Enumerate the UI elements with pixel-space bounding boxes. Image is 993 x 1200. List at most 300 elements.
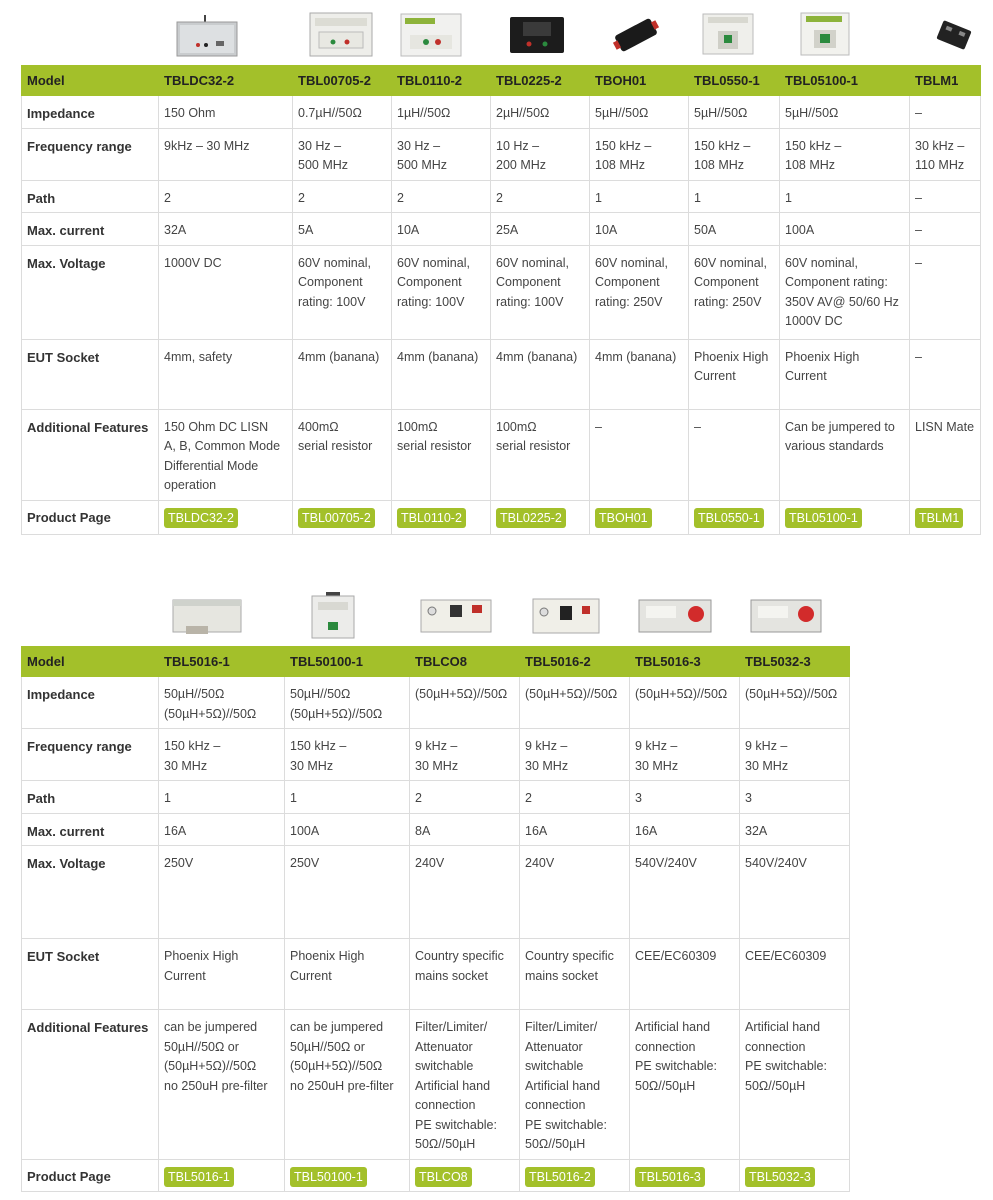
frequency-line: 200 MHz [496, 158, 547, 172]
features-line: switchable [525, 1059, 584, 1073]
frequency-cell [159, 729, 285, 781]
current-cell: 5A [293, 213, 392, 246]
row-label-frequency: Frequency range [22, 128, 159, 180]
product-page-link[interactable]: TBLDC32-2 [164, 508, 238, 528]
frequency-line: 150 kHz – [694, 138, 751, 153]
features-cell [293, 409, 392, 500]
model-header: TBLM1 [910, 66, 981, 96]
frequency-line: 30 MHz [745, 758, 789, 773]
product-page-link[interactable]: TBL00705-2 [298, 508, 375, 528]
current-cell: 8A [410, 813, 520, 846]
impedance-line: (50µH+5Ω)//50Ω [415, 687, 508, 701]
path-cell: 2 [410, 781, 520, 814]
voltage-line: Component [694, 275, 759, 289]
socket-cell [159, 939, 285, 1010]
product-image-tblm1 [934, 17, 974, 53]
socket-line: CEE/EC60309 [745, 949, 827, 963]
socket-line: 4mm (banana) [397, 349, 479, 364]
features-line: (50µH+5Ω)//50Ω [290, 1059, 383, 1073]
impedance-cell: 2µH//50Ω [491, 96, 590, 129]
frequency-line: 108 MHz [785, 158, 836, 172]
voltage-line: rating: 250V [694, 294, 762, 309]
row-label-path: Path [22, 781, 159, 814]
model-header: TBL5016-1 [159, 647, 285, 677]
features-line: 150 Ohm DC LISN [164, 419, 269, 434]
path-cell: 2 [293, 180, 392, 213]
voltage-line: Component [298, 275, 363, 289]
features-line: connection [745, 1039, 806, 1054]
path-cell: – [910, 180, 981, 213]
voltage-row [22, 846, 850, 939]
frequency-cell [285, 729, 410, 781]
voltage-cell: 540V/240V [630, 846, 740, 939]
voltage-line: Component [496, 275, 561, 289]
features-row [22, 409, 981, 500]
impedance-cell [159, 677, 285, 729]
frequency-row [22, 128, 981, 180]
product-page-link[interactable]: TBL50100-1 [290, 1167, 367, 1187]
path-cell: 1 [285, 781, 410, 814]
row-label-current: Max. current [22, 813, 159, 846]
model-header: TBL5016-3 [630, 647, 740, 677]
impedance-cell: 1µH//50Ω [392, 96, 491, 129]
features-line: Artificial hand [525, 1078, 601, 1093]
model-header: TBL5016-2 [520, 647, 630, 677]
impedance-cell [740, 677, 850, 729]
frequency-line: 30 MHz [525, 758, 569, 773]
frequency-cell [410, 729, 520, 781]
voltage-cell: 250V [159, 846, 285, 939]
product-page-link[interactable]: TBL05100-1 [785, 508, 862, 528]
features-line: serial resistor [298, 439, 373, 453]
product-page-cell [293, 500, 392, 534]
product-page-cell [159, 500, 293, 534]
impedance-line: (50µH+5Ω)//50Ω [745, 687, 838, 701]
impedance-line: (50µH+5Ω)//50Ω [164, 706, 257, 721]
features-line: Attenuator [415, 1039, 473, 1054]
impedance-cell: – [910, 96, 981, 129]
row-label-impedance: Impedance [22, 677, 159, 729]
product-page-cell [491, 500, 590, 534]
product-page-link[interactable]: TBL5016-3 [635, 1167, 705, 1187]
socket-cell [740, 939, 850, 1010]
voltage-line: Component [595, 275, 660, 289]
impedance-line: 50µH//50Ω [164, 687, 225, 701]
features-line: 50Ω//50µH [635, 1078, 696, 1093]
features-line: switchable [415, 1059, 474, 1073]
socket-cell [520, 939, 630, 1010]
features-cell [392, 409, 491, 500]
frequency-line: 110 MHz [915, 158, 965, 172]
row-label-product: Product Page [22, 500, 159, 534]
product-page-cell [159, 1159, 285, 1191]
frequency-cell [491, 128, 590, 180]
row-label-socket: EUT Socket [22, 939, 159, 1010]
voltage-cell: 240V [520, 846, 630, 939]
voltage-line: Component rating: [785, 275, 888, 289]
features-line: no 250uH pre-filter [164, 1078, 268, 1093]
current-row [22, 213, 981, 246]
features-line: LISN Mate [915, 419, 975, 434]
product-image-tblco8 [420, 599, 492, 633]
socket-cell [590, 339, 689, 409]
features-cell [780, 409, 910, 500]
features-cell [491, 409, 590, 500]
frequency-cell [293, 128, 392, 180]
socket-line: – [915, 349, 922, 364]
impedance-line: (50µH+5Ω)//50Ω [525, 687, 618, 701]
frequency-line: 108 MHz [595, 158, 646, 172]
frequency-line: 9 kHz – [635, 739, 678, 753]
features-line: Attenuator [525, 1039, 583, 1054]
voltage-line: 1000V DC [785, 314, 843, 328]
current-cell: – [910, 213, 981, 246]
impedance-cell: 5µH//50Ω [780, 96, 910, 129]
row-label-model: Model [22, 66, 159, 96]
features-cell [520, 1010, 630, 1160]
features-line: 50µH//50Ω or [164, 1039, 239, 1054]
path-row [22, 180, 981, 213]
current-cell: 10A [392, 213, 491, 246]
path-cell: 3 [740, 781, 850, 814]
current-cell: 16A [159, 813, 285, 846]
socket-cell [491, 339, 590, 409]
voltage-cell: 240V [410, 846, 520, 939]
row-label-impedance: Impedance [22, 96, 159, 129]
model-header: TBOH01 [590, 66, 689, 96]
features-line: Can be jumpered to [785, 419, 895, 434]
features-cell [630, 1010, 740, 1160]
socket-cell [630, 939, 740, 1010]
current-cell: 50A [689, 213, 780, 246]
product-comparison-table-2 [21, 646, 850, 1192]
impedance-line: (50µH+5Ω)//50Ω [635, 687, 728, 701]
features-line: 100mΩ [496, 419, 537, 434]
socket-row [22, 339, 981, 409]
features-line: serial resistor [397, 439, 472, 453]
features-line: PE switchable: [745, 1059, 827, 1073]
socket-line: 4mm (banana) [298, 349, 380, 364]
impedance-line: (50µH+5Ω)//50Ω [290, 706, 383, 721]
frequency-cell [740, 729, 850, 781]
path-cell: 2 [520, 781, 630, 814]
product-page-cell [520, 1159, 630, 1191]
voltage-cell [392, 245, 491, 339]
features-line: PE switchable: [635, 1059, 717, 1073]
socket-line: mains socket [525, 968, 598, 983]
socket-cell [780, 339, 910, 409]
frequency-cell [689, 128, 780, 180]
row-label-features: Additional Features [22, 1010, 159, 1160]
row-label-frequency: Frequency range [22, 729, 159, 781]
socket-line: Current [164, 968, 206, 983]
features-line: no 250uH pre-filter [290, 1078, 394, 1093]
product-page-cell [392, 500, 491, 534]
model-header: TBL5032-3 [740, 647, 850, 677]
features-line: 50Ω//50µH [525, 1137, 586, 1151]
frequency-cell [520, 729, 630, 781]
socket-line: Current [785, 369, 827, 383]
voltage-line: Component [397, 275, 462, 289]
features-line: connection [525, 1098, 586, 1112]
socket-line: Phoenix High [164, 949, 239, 963]
frequency-line: 30 MHz [290, 758, 334, 773]
features-line: Differential Mode [164, 458, 259, 473]
path-cell: 2 [491, 180, 590, 213]
impedance-cell [410, 677, 520, 729]
frequency-line: 30 Hz – [298, 138, 342, 153]
features-line: Artificial hand [415, 1078, 491, 1093]
features-cell [159, 409, 293, 500]
row-label-features: Additional Features [22, 409, 159, 500]
product-image-tbl50100-1 [310, 592, 356, 640]
features-row [22, 1010, 850, 1160]
voltage-line: 60V nominal, [496, 255, 569, 270]
model-row [22, 647, 850, 677]
features-cell [159, 1010, 285, 1160]
frequency-line: 150 kHz – [290, 739, 347, 753]
features-cell [740, 1010, 850, 1160]
frequency-line: 9 kHz – [745, 739, 788, 753]
features-line: operation [164, 478, 217, 492]
product-page-cell [689, 500, 780, 534]
product-page-link[interactable]: TBL0225-2 [496, 508, 566, 528]
product-page-link[interactable]: TBL0110-2 [397, 508, 466, 528]
product-image-tbl0550-1 [702, 13, 754, 55]
product-image-tboh01 [612, 16, 660, 54]
voltage-line: – [915, 255, 922, 270]
socket-cell [293, 339, 392, 409]
current-cell: 25A [491, 213, 590, 246]
features-line: A, B, Common Mode [164, 439, 281, 453]
frequency-line: 30 kHz – [915, 138, 965, 153]
features-line: Artificial hand [745, 1020, 821, 1034]
product-page-link[interactable]: TBLM1 [915, 508, 963, 528]
path-row [22, 781, 850, 814]
impedance-cell [630, 677, 740, 729]
model-header: TBL05100-1 [780, 66, 910, 96]
frequency-cell [392, 128, 491, 180]
path-cell: 1 [780, 180, 910, 213]
features-line: serial resistor [496, 439, 571, 453]
product-image-tbl5016-3 [638, 596, 712, 634]
socket-line: CEE/EC60309 [635, 949, 717, 963]
socket-line: Country specific [415, 949, 504, 963]
voltage-cell: 540V/240V [740, 846, 850, 939]
features-line: – [595, 419, 602, 434]
features-cell [910, 409, 981, 500]
features-line: can be jumpered [290, 1020, 384, 1034]
frequency-line: 150 kHz – [595, 138, 652, 153]
frequency-cell [910, 128, 981, 180]
features-line: Filter/Limiter/ [525, 1020, 598, 1034]
frequency-line: 150 kHz – [164, 739, 221, 753]
product-page-link[interactable]: TBL5016-1 [164, 1167, 234, 1187]
frequency-line: 9 kHz – [525, 739, 568, 753]
product-row [22, 1159, 850, 1191]
impedance-cell: 0.7µH//50Ω [293, 96, 392, 129]
current-cell: 32A [740, 813, 850, 846]
socket-cell [285, 939, 410, 1010]
impedance-cell: 5µH//50Ω [689, 96, 780, 129]
frequency-line: 10 Hz – [496, 138, 540, 153]
model-row [22, 66, 981, 96]
voltage-cell [159, 245, 293, 339]
socket-row [22, 939, 850, 1010]
product-image-tbl05100-1 [800, 12, 850, 56]
socket-cell [910, 339, 981, 409]
current-row [22, 813, 850, 846]
features-line: PE switchable: [415, 1117, 497, 1132]
frequency-cell [630, 729, 740, 781]
model-header: TBL50100-1 [285, 647, 410, 677]
features-line: (50µH+5Ω)//50Ω [164, 1059, 257, 1073]
product-page-cell [910, 500, 981, 534]
path-cell: 1 [590, 180, 689, 213]
product-image-tbl5016-2 [532, 598, 600, 634]
socket-line: Phoenix High [694, 349, 769, 364]
product-page-cell [630, 1159, 740, 1191]
product-comparison-table-1 [21, 65, 981, 535]
features-line: Filter/Limiter/ [415, 1020, 488, 1034]
current-cell: 16A [520, 813, 630, 846]
features-cell [689, 409, 780, 500]
current-cell: 16A [630, 813, 740, 846]
voltage-cell [293, 245, 392, 339]
voltage-line: rating: 250V [595, 294, 663, 309]
socket-line: Current [290, 968, 332, 983]
frequency-line: 9kHz – 30 MHz [164, 138, 250, 153]
product-image-tbl5032-3 [750, 596, 822, 634]
product-image-tbl0225-2 [509, 14, 565, 54]
frequency-line: 150 kHz – [785, 138, 842, 153]
product-page-cell [590, 500, 689, 534]
voltage-line: 60V nominal, [785, 255, 858, 270]
features-line: 100mΩ [397, 419, 438, 434]
frequency-line: 30 Hz – [397, 138, 441, 153]
features-line: – [694, 419, 701, 434]
product-image-tbldc32-2 [176, 15, 238, 57]
impedance-cell: 150 Ohm [159, 96, 293, 129]
features-cell [285, 1010, 410, 1160]
row-label-voltage: Max. Voltage [22, 245, 159, 339]
socket-cell [392, 339, 491, 409]
socket-cell [410, 939, 520, 1010]
product-page-cell [740, 1159, 850, 1191]
features-line: 400mΩ [298, 419, 339, 434]
frequency-line: 30 MHz [635, 758, 679, 773]
current-cell: 100A [780, 213, 910, 246]
socket-line: 4mm, safety [164, 349, 233, 364]
voltage-cell [780, 245, 910, 339]
model-header: TBLCO8 [410, 647, 520, 677]
product-page-link[interactable]: TBOH01 [595, 508, 652, 528]
model-header: TBLDC32-2 [159, 66, 293, 96]
row-label-path: Path [22, 180, 159, 213]
socket-line: Country specific [525, 949, 614, 963]
socket-line: Current [694, 369, 736, 383]
voltage-line: 60V nominal, [595, 255, 668, 270]
product-image-tbl5016-1 [172, 596, 242, 638]
voltage-cell [590, 245, 689, 339]
product-page-cell [780, 500, 910, 534]
product-image-tbl00705-2 [309, 12, 373, 57]
voltage-line: 60V nominal, [397, 255, 470, 270]
row-label-voltage: Max. Voltage [22, 846, 159, 939]
row-label-current: Max. current [22, 213, 159, 246]
current-cell: 10A [590, 213, 689, 246]
product-page-link[interactable]: TBLCO8 [415, 1167, 472, 1187]
voltage-line: rating: 100V [298, 294, 366, 309]
impedance-row [22, 96, 981, 129]
features-line: connection [635, 1039, 696, 1054]
voltage-cell [910, 245, 981, 339]
frequency-line: 30 MHz [415, 758, 459, 773]
impedance-row [22, 677, 850, 729]
features-line: connection [415, 1098, 476, 1112]
voltage-line: 350V AV@ 50/60 Hz [785, 294, 899, 309]
frequency-cell [590, 128, 689, 180]
features-line: PE switchable: [525, 1117, 607, 1132]
socket-line: 4mm (banana) [496, 349, 578, 364]
product-page-link[interactable]: TBL5032-3 [745, 1167, 815, 1187]
impedance-cell: 5µH//50Ω [590, 96, 689, 129]
features-cell [590, 409, 689, 500]
model-header: TBL0110-2 [392, 66, 491, 96]
frequency-line: 108 MHz [694, 158, 745, 172]
frequency-row [22, 729, 850, 781]
features-line: 50Ω//50µH [745, 1078, 806, 1093]
features-line: Artificial hand [635, 1020, 711, 1034]
model-header: TBL00705-2 [293, 66, 392, 96]
current-cell: 100A [285, 813, 410, 846]
frequency-cell [780, 128, 910, 180]
features-line: various standards [785, 439, 884, 453]
path-cell: 1 [159, 781, 285, 814]
socket-line: 4mm (banana) [595, 349, 677, 364]
voltage-cell [689, 245, 780, 339]
voltage-cell [491, 245, 590, 339]
features-line: 50Ω//50µH [415, 1137, 476, 1151]
frequency-line: 500 MHz [397, 158, 448, 172]
path-cell: 3 [630, 781, 740, 814]
voltage-line: rating: 100V [496, 294, 564, 309]
product-page-cell [410, 1159, 520, 1191]
socket-line: Phoenix High [290, 949, 365, 963]
row-label-socket: EUT Socket [22, 339, 159, 409]
product-row [22, 500, 981, 534]
impedance-cell [520, 677, 630, 729]
path-cell: 2 [392, 180, 491, 213]
socket-cell [689, 339, 780, 409]
frequency-line: 500 MHz [298, 158, 349, 172]
features-line: 50µH//50Ω or [290, 1039, 365, 1054]
socket-cell [159, 339, 293, 409]
features-cell [410, 1010, 520, 1160]
impedance-cell [285, 677, 410, 729]
impedance-line: 50µH//50Ω [290, 687, 351, 701]
voltage-line: rating: 100V [397, 294, 465, 309]
path-cell: 1 [689, 180, 780, 213]
voltage-line: 60V nominal, [694, 255, 767, 270]
product-page-link[interactable]: TBL5016-2 [525, 1167, 595, 1187]
voltage-cell: 250V [285, 846, 410, 939]
frequency-cell [159, 128, 293, 180]
product-page-cell [285, 1159, 410, 1191]
product-page-link[interactable]: TBL0550-1 [694, 508, 764, 528]
row-label-model: Model [22, 647, 159, 677]
features-line: can be jumpered [164, 1020, 258, 1034]
